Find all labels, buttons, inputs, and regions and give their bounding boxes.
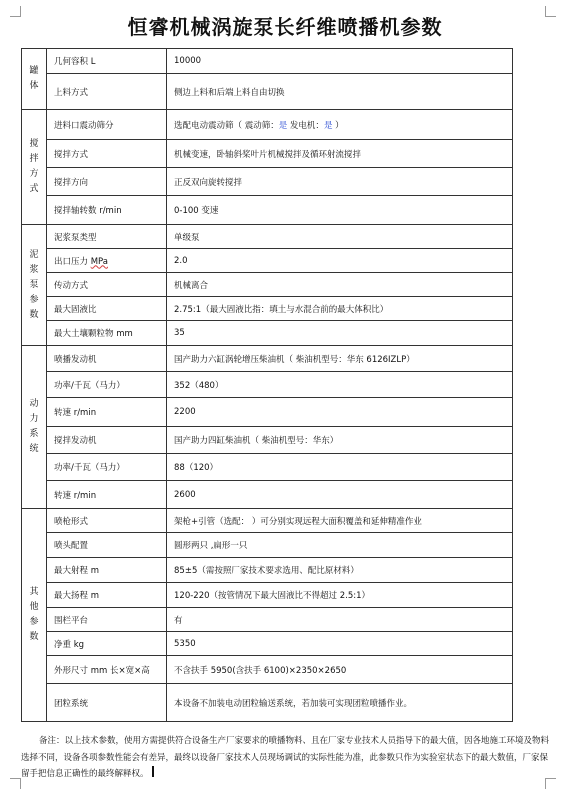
table-row [22,249,513,273]
param-value: 35 [167,321,513,346]
param-label: 搅拌轴转数 r/min [47,196,167,225]
param-label: 功率/千瓦（马力） [47,372,167,398]
table-row [22,49,513,74]
table-row [22,454,513,481]
param-label: 传动方式 [47,273,167,297]
param-value: 本设备不加装电动团粒输送系统，若加装可实现团粒喷播作业。 [167,684,513,722]
param-label: 出口压力 MPa [47,249,167,273]
table-row [22,533,513,558]
footnote [21,733,553,783]
table-row [22,168,513,196]
param-label: 搅拌方式 [47,140,167,168]
table-row [22,558,513,583]
param-label: 搅拌发动机 [47,427,167,454]
param-value: 2600 [167,481,513,509]
table-row [22,583,513,608]
table-row [22,656,513,684]
param-label: 最大固液比 [47,297,167,321]
table-row [22,196,513,225]
table-row [22,509,513,533]
param-value: 88（120） [167,454,513,481]
table-row [22,225,513,249]
param-value: 85±5（需按照厂家技术要求选用、配比原材料） [167,558,513,583]
table-row [22,481,513,509]
param-value: 选配电动震动筛（ 震动筛：是 发电机：是 ） [167,110,513,140]
table-row [22,372,513,398]
param-value: 正反双向旋转搅拌 [167,168,513,196]
param-label: 最大土壤颗粒物 mm [47,321,167,346]
table-row [22,140,513,168]
page-corner-mark [10,778,21,789]
parameter-table [21,48,513,722]
param-label: 几何容积 L [47,49,167,74]
param-value: 侧边上料和后端上料自由切换 [167,74,513,110]
param-label: 进料口震动筛分 [47,110,167,140]
table-row [22,110,513,140]
param-value: 2.0 [167,249,513,273]
param-label: 泥浆泵类型 [47,225,167,249]
param-value: 2.75:1（最大固液比指：填土与水混合前的最大体积比） [167,297,513,321]
param-value: 0-100 变速 [167,196,513,225]
param-value: 机械变速，卧轴斜桨叶片机械搅拌及循环射流搅拌 [167,140,513,168]
param-label: 转速 r/min [47,481,167,509]
param-value: 架枪+引管（选配： ）可分别实现远程大面积覆盖和延伸精准作业 [167,509,513,533]
param-value: 单级泵 [167,225,513,249]
table-row [22,273,513,297]
table-row [22,346,513,372]
document-title: 恒睿机械涡旋泵长纤维喷播机参数 [127,15,443,39]
param-label: 团粒系统 [47,684,167,722]
param-label: 最大扬程 m [47,583,167,608]
param-label: 喷播发动机 [47,346,167,372]
table-row [22,297,513,321]
param-label: 转速 r/min [47,398,167,427]
param-value: 有 [167,608,513,632]
param-label: 喷枪形式 [47,509,167,533]
table-row [22,427,513,454]
vibrating-screen-flag: 是 [278,120,288,131]
param-label: 上料方式 [47,74,167,110]
param-value: 机械离合 [167,273,513,297]
param-label: 功率/千瓦（马力） [47,454,167,481]
text-cursor [152,766,154,777]
param-label: 喷头配置 [47,533,167,558]
param-value: 10000 [167,49,513,74]
table-row [22,321,513,346]
group-label-other: 其他参数 [22,509,47,722]
param-value: 不含扶手 5950(含扶手 6100)×2350×2650 [167,656,513,684]
param-label: 围栏平台 [47,608,167,632]
table-row [22,74,513,110]
group-label-power: 动力系统 [22,346,47,509]
footnote-text: 备注：以上技术参数，使用方需提供符合设备生产厂家要求的喷播物料、且在厂家专业技术人员指导下的最大值，因各地施工环境及物料选择不同，设备各项参数性能会有差异，最终以设备厂家技术人员现场调试的实际性能为准，此参数只作为实验室状态下的最大数值，厂家保留手把信息正确性的最终解释权。 [21,736,550,779]
table-row [22,608,513,632]
param-value: 国产助力六缸涡轮增压柴油机（ 柴油机型号：华东 6126IZLP） [167,346,513,372]
param-label: 净重 kg [47,632,167,656]
param-label: 搅拌方向 [47,168,167,196]
param-value: 5350 [167,632,513,656]
table-row [22,632,513,656]
param-value: 国产助力四缸柴油机（ 柴油机型号：华东） [167,427,513,454]
param-value: 圆形两只 ,扁形一只 [167,533,513,558]
param-value: 352（480） [167,372,513,398]
generator-flag: 是 [323,120,333,131]
group-label-agitation: 搅拌方式 [22,110,47,225]
table-row [22,684,513,722]
param-value: 2200 [167,398,513,427]
param-label: 外形尺寸 mm 长×宽×高 [47,656,167,684]
pressure-unit: MPa [90,256,108,267]
param-value: 120-220（按管情况下最大固液比不得超过 2.5:1） [167,583,513,608]
param-label: 最大射程 m [47,558,167,583]
group-label-pump: 泥浆泵参数 [22,225,47,346]
group-label-tank: 罐体 [22,49,47,110]
table-row [22,398,513,427]
